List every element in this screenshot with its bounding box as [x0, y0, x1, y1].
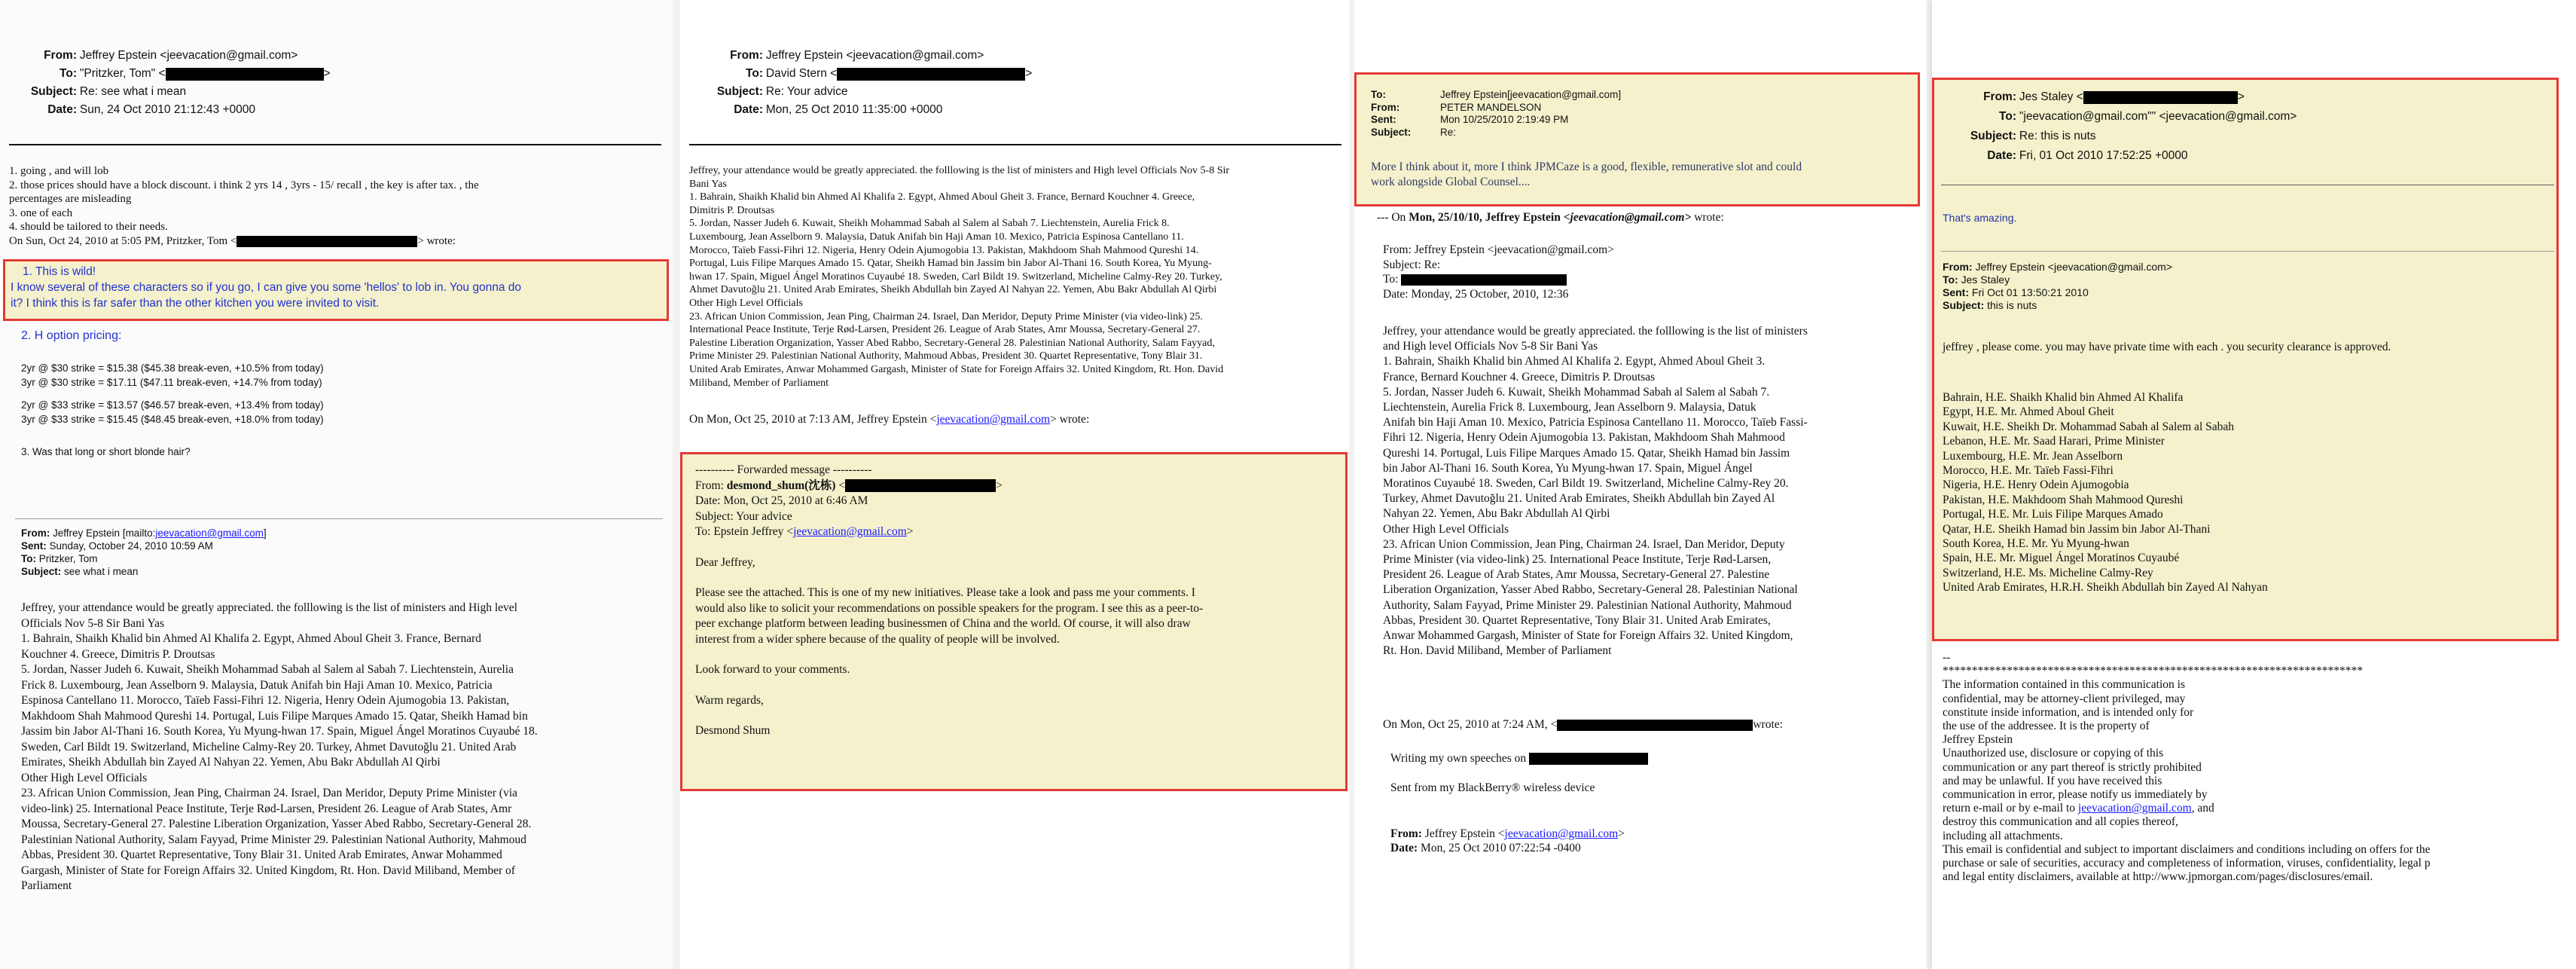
redaction	[837, 68, 1025, 81]
reply-attribution: On Mon, Oct 25, 2010 at 7:13 AM, Jeffrey Epstein <jeevacation@gmail.com> wrote:	[689, 413, 1090, 426]
inner-header: From: Jeffrey Epstein <jeevacation@gmail.com> To: Jes Staley Sent: Fri Oct 01 13:50:21 2010 Subject: this is nuts	[1943, 261, 2172, 311]
reply-attribution: --- On Mon, 25/10/10, Jeffrey Epstein <jeevacation@gmail.com> wrote:	[1377, 211, 1724, 224]
redaction	[1529, 753, 1648, 765]
invitation-body: Jeffrey, your attendance would be greatly appreciated. the folllowing is the list of ministers and High level Officials Nov 5-8 Sir Bani Yas 1. Bahrain, Shaikh Khalid bin Ahmed Al Khalifa 2. Egypt, Ahmed Aboul Gheit 3. France, Bernard Kouchner 4. Greece, Dimitris P. Droutsas 5. Jordan, Nasser Judeh 6. Kuwait, Sheikh Mohammad Sabah al Salem al Sabah 7. Liechtenstein, Aurelia Frick 8. Luxembourg, Jean Asselborn 9. Malaysia, Datuk Anifah bin Haji Aman 10. Mexico, Patricia Espinosa Cantellano 11. Morocco, Taïeb Fassi-Fihri 12. Nigeria, Henry Odein Ajumogobia 13. Pakistan, Makhdoom Shah Mahmood Qureshi 14. Portugal, Luis Filipe Marques Amado 15. Qatar, Sheikh Hamad bin Jassim bin Jabor Al-Thani 16. South Korea, Yu Myung- hwan 17. Spain, Miguel Ángel Moratinos Cuyaubé 18. Sweden, Carl Bildt 19. Switzerland, Micheline Calmy-Rey 20. Turkey, Ahmet Davutoğlu 21. United Arab Emirates, Sheikh Abdullah bin Zayed Al Nahyan 22. Yemen, Abu Bakr Abdullah Al Qirbi Other High Level Officials 23. African Union Commission, Jean Ping, Chairman 24. Israel, Dan Meridor, Deputy Prime Minister (via video-link) 25. International Peace Institute, Terje Rød-Larsen, President 26. League of Arab States, Amr Moussa, Secretary-General 27. Palestine Liberation Organization, Yasser Abed Rabbo, Secretary-General 28. Palestinian National Authority, Salam Fayyad, Prime Minister 29. Palestinian National Authority, Mahmoud Abbas, President 30. Quartet Representative, Tony Blair 31. United Arab Emirates, Anwar Mohammed Gargash, Minister of State for Foreign Affairs 32. United Kingdom, Rt. Hon. David Miliband, Member of Parliament	[689, 165, 1230, 389]
reply-text: That's amazing.	[1943, 212, 2017, 224]
invitation-body: Jeffrey, your attendance would be greatly appreciated. the folllowing is the list of ministers and High level Officials Nov 5-8 Sir Bani Yas 1. Bahrain, Shaikh Khalid bin Ahmed Al Khalifa 2. Egypt, Ahmed Aboul Gheit 3. France, Bernard Kouchner 4. Greece, Dimitris P. Droutsas 5. Jordan, Nasser Judeh 6. Kuwait, Sheikh Mohammad Sabah al Salem al Sabah 7. Liechtenstein, Aurelia Frick 8. Luxembourg, Jean Asselborn 9. Malaysia, Datuk Anifah bin Haji Aman 10. Mexico, Patricia Espinosa Cantellano 11. Morocco, Taïeb Fassi- Fihri 12. Nigeria, Henry Odein Ajumogobia 13. Pakistan, Makhdoom Shah Mahmood Qureshi 14. Portugal, Luis Filipe Marques Amado 15. Qatar, Sheikh Hamad bin Jassim bin Jabor Al-Thani 16. South Korea, Yu Myung-hwan 17. Spain, Miguel Ángel Moratinos Cuyaubé 18. Sweden, Carl Bildt 19. Switzerland, Micheline Calmy-Rey 20. Turkey, Ahmet Davutoğlu 21. United Arab Emirates, Sheikh Abdullah bin Zayed Al Nahyan 22. Yemen, Abu Bakr Abdullah Al Qirbi Other High Level Officials 23. African Union Commission, Jean Ping, Chairman 24. Israel, Dan Meridor, Deputy Prime Minister (via video-link) 25. International Peace Institute, Terje Rød-Larsen, President 26. League of Arab States, Amr Moussa, Secretary-General 27. Palestine Liberation Organization, Yasser Abed Rabbo, Secretary-General 28. Palestinian National Authority, Salam Fayyad, Prime Minister 29. Palestinian National Authority, Mahmoud Abbas, President 30. Quartet Representative, Tony Blair 31. United Arab Emirates, Anwar Mohammed Gargash, Minister of State for Foreign Affairs 32. United Kingdom, Rt. Hon. David Miliband, Member of Parliament	[1383, 325, 1808, 658]
divider	[689, 144, 1341, 145]
email-link[interactable]: jeevacation@gmail.com	[2077, 802, 2192, 815]
pricing-block-2: 2yr @ $33 strike = $13.57 ($46.57 break-even, +13.4% from today) 3yr @ $33 strike = $15.45 ($48.45 break-even, +18.0% from today)	[21, 399, 324, 425]
redaction	[845, 479, 996, 492]
pricing-block-1: 2yr @ $30 strike = $15.38 ($45.38 break-even, +10.5% from today) 3yr @ $30 strike = $17.11 ($47.11 break-even, +14.7% from today)	[21, 362, 324, 388]
invite-text: jeffrey , please come. you may have private time with each . you security clearance is approved.	[1943, 341, 2391, 353]
email-link[interactable]: jeevacation@gmail.com	[155, 527, 264, 539]
reply-text: 1. going , and will lob 2. those prices should have a block discount. i think 2 yrs 14 , 3yrs - 15/ recall , the key is after tax. , the percentages are misleading 3. one of each 4. should be tailored to their needs. On Sun, Oct 24, 2010 at 5:05 PM, Pritzker, Tom < > wrote:	[9, 165, 479, 247]
footer-header: From: Jeffrey Epstein <jeevacation@gmail.com> Date: Mon, 25 Oct 2010 07:22:54 -0400	[1390, 827, 1625, 854]
email-page-1	[0, 0, 673, 969]
redaction	[166, 68, 324, 81]
divider	[1941, 251, 2554, 252]
email-page-3	[1354, 0, 1927, 969]
email-link[interactable]: jeevacation@gmail.com	[936, 413, 1051, 426]
divider	[9, 144, 661, 145]
original-header: From: Jeffrey Epstein [mailto:jeevacation@gmail.com] Sent: Sunday, October 24, 2010 10:59 AM To: Pritzker, Tom Subject: see what i mean	[21, 527, 267, 577]
email-page-4	[1932, 0, 2576, 969]
invitation-body: Jeffrey, your attendance would be greatly appreciated. the folllowing is the list of ministers and High level Officials Nov 5-8 Sir Bani Yas 1. Bahrain, Shaikh Khalid bin Ahmed Al Khalifa 2. Egypt, Ahmed Aboul Gheit 3. France, Bernard Kouchner 4. Greece, Dimitris P. Droutsas 5. Jordan, Nasser Judeh 6. Kuwait, Sheikh Mohammad Sabah al Salem al Sabah 7. Liechtenstein, Aurelia Frick 8. Luxembourg, Jean Asselborn 9. Malaysia, Datuk Anifah bin Haji Aman 10. Mexico, Patricia Espinosa Cantellano 11. Morocco, Taïeb Fassi-Fihri 12. Nigeria, Henry Odein Ajumogobia 13. Pakistan, Makhdoom Shah Mahmood Qureshi 14. Portugal, Luis Filipe Marques Amado 15. Qatar, Sheikh Hamad bin Jassim bin Jabor Al-Thani 16. South Korea, Yu Myung-hwan 17. Spain, Miguel Ángel Moratinos Cuyaubé 18. Sweden, Carl Bildt 19. Switzerland, Micheline Calmy-Rey 20. Turkey, Ahmet Davutoğlu 21. United Arab Emirates, Sheikh Abdullah bin Zayed Al Nahyan 22. Yemen, Abu Bakr Abdullah Al Qirbi Other High Level Officials 23. African Union Commission, Jean Ping, Chairman 24. Israel, Dan Meridor, Deputy Prime Minister (via video-link) 25. International Peace Institute, Terje Rød-Larsen, President 26. League of Arab States, Amr Moussa, Secretary-General 27. Palestine Liberation Organization, Yasser Abed Rabbo, Secretary-General 28. Palestinian National Authority, Salam Fayyad, Prime Minister 29. Palestinian National Authority, Mahmoud Abbas, President 30. Quartet Representative, Tony Blair 31. United Arab Emirates, Anwar Mohammed Gargash, Minister of State for Foreign Affairs 32. United Kingdom, Rt. Hon. David Miliband, Member of Parliament	[21, 601, 538, 892]
mandelson-header: To: Jeffrey Epstein[jeevacation@gmail.com] From: PETER MANDELSON Sent: Mon 10/25/2010 2:19:49 PM Subject: Re:	[1371, 89, 1622, 138]
speeches-line: Writing my own speeches on	[1390, 752, 1648, 766]
forwarded-message: ---------- Forwarded message ---------- From: desmond_shum(沈栋) < > Date: Mon, Oct 25, 2010 at 6:46 AM Subject: Your advice To: Epstein Jeffrey <jeevacation@gmail.com> Dear Jeffrey, Please see the attached. This is one of my new initiatives. Please take a look and pass me your comments. I would also like to solicit your recommendations on possible speakers for the program. I see this as a peer-to- peer exchange platform between leading businessmen of China and the world. Of course, it will also draw interest from a wider sphere because of the quality of people will be involved. Look forward to your comments. Warm regards, Desmond Shum	[695, 463, 1204, 737]
email-link[interactable]: jeevacation@gmail.com	[1504, 827, 1619, 840]
redaction	[237, 236, 417, 247]
blackberry-signature: Sent from my BlackBerry® wireless device	[1390, 781, 1595, 794]
email-header: From: Jeffrey Epstein <jeevacation@gmail.com> To: David Stern < > Subject: Re: Your advice Date: Mon, 25 Oct 2010 11:35:00 +0000	[716, 49, 1033, 116]
divider	[15, 518, 663, 519]
redaction	[1557, 720, 1753, 731]
redaction	[1401, 274, 1567, 286]
quoted-header: From: Jeffrey Epstein <jeevacation@gmail.com> Subject: Re: To: Date: Monday, 25 October, 2010, 12:36	[1383, 243, 1614, 301]
redaction	[2083, 91, 2238, 104]
email-page-2	[680, 0, 1349, 969]
reply-attribution-2: On Mon, Oct 25, 2010 at 7:24 AM, < wrote:	[1383, 718, 1783, 731]
disclaimer: -- ************************************************************************ The information contained in this communication is confidential, may be attorney-client privileged, may constitute inside information, and is intended only for the use of the addressee. It is the property of Jeffrey Epstein Unauthorized use, disclosure or copying of this communication or any part thereof is strictly prohibited and may be unlawful. If you have received this communication in error, please notify us immediately by return e-mail or by e-mail to jeevacation@gmail.com, and destroy this communication and all copies thereof, including all attachments. This email is confidential and subject to important disclaimers and conditions including on offers for the purchase or sale of securities, accuracy and completeness of information, viruses, confidentiality, legal p and legal entity disclaimers, available at http://www.jpmorgan.com/pages/disclosures/email.	[1943, 651, 2431, 884]
email-header: From: Jeffrey Epstein <jeevacation@gmail.com> To: "Pritzker, Tom" < > Subject: Re: see what i mean Date: Sun, 24 Oct 2010 21:12:43 +0000	[30, 49, 331, 116]
email-link[interactable]: jeevacation@gmail.com	[793, 525, 907, 538]
quoted-reply: 1. This is wild! I know several of these characters so if you go, I can give you some 'hellos' to lob in. You gonna do it? I think this is far safer than the other kitchen you were invited to visit.	[11, 265, 521, 310]
ministers-list: Bahrain, H.E. Shaikh Khalid bin Ahmed Al Khalifa Egypt, H.E. Mr. Ahmed Aboul Gheit Kuwait, H.E. Sheikh Dr. Mohammad Sabah al Salem al Sabah Lebanon, H.E. Mr. Saad Harari, Prime Minister Luxembourg, H.E. Mr. Jean Asselborn Morocco, H.E. Mr. Taïeb Fassi-Fihri Nigeria, H.E. Henry Odein Ajumogobia Pakistan, H.E. Makhdoom Shah Mahmood Qureshi Portugal, H.E. Mr. Luis Filipe Marques Amado Qatar, H.E. Sheikh Hamad bin Jassim bin Jabor Al-Thani South Korea, H.E. Mr. Yu Myung-hwan Spain, H.E. Mr. Miguel Ángel Moratinos Cuyaubé Switzerland, H.E. Ms. Micheline Calmy-Rey United Arab Emirates, H.R.H. Sheikh Abdullah bin Zayed Al Nahyan	[1943, 391, 2268, 595]
question-3: 3. Was that long or short blonde hair?	[21, 446, 191, 457]
email-header: From: Jes Staley < > To: "jeevacation@gmail.com"" <jeevacation@gmail.com> Subject: Re: this is nuts Date: Fri, 01 Oct 2010 17:52:25 +0000	[1970, 90, 2297, 162]
mandelson-body: More I think about it, more I think JPMCaze is a good, flexible, remunerative slot and could work alongside Global Counsel....	[1371, 160, 1802, 188]
option-pricing-heading: 2. H option pricing:	[21, 329, 122, 342]
